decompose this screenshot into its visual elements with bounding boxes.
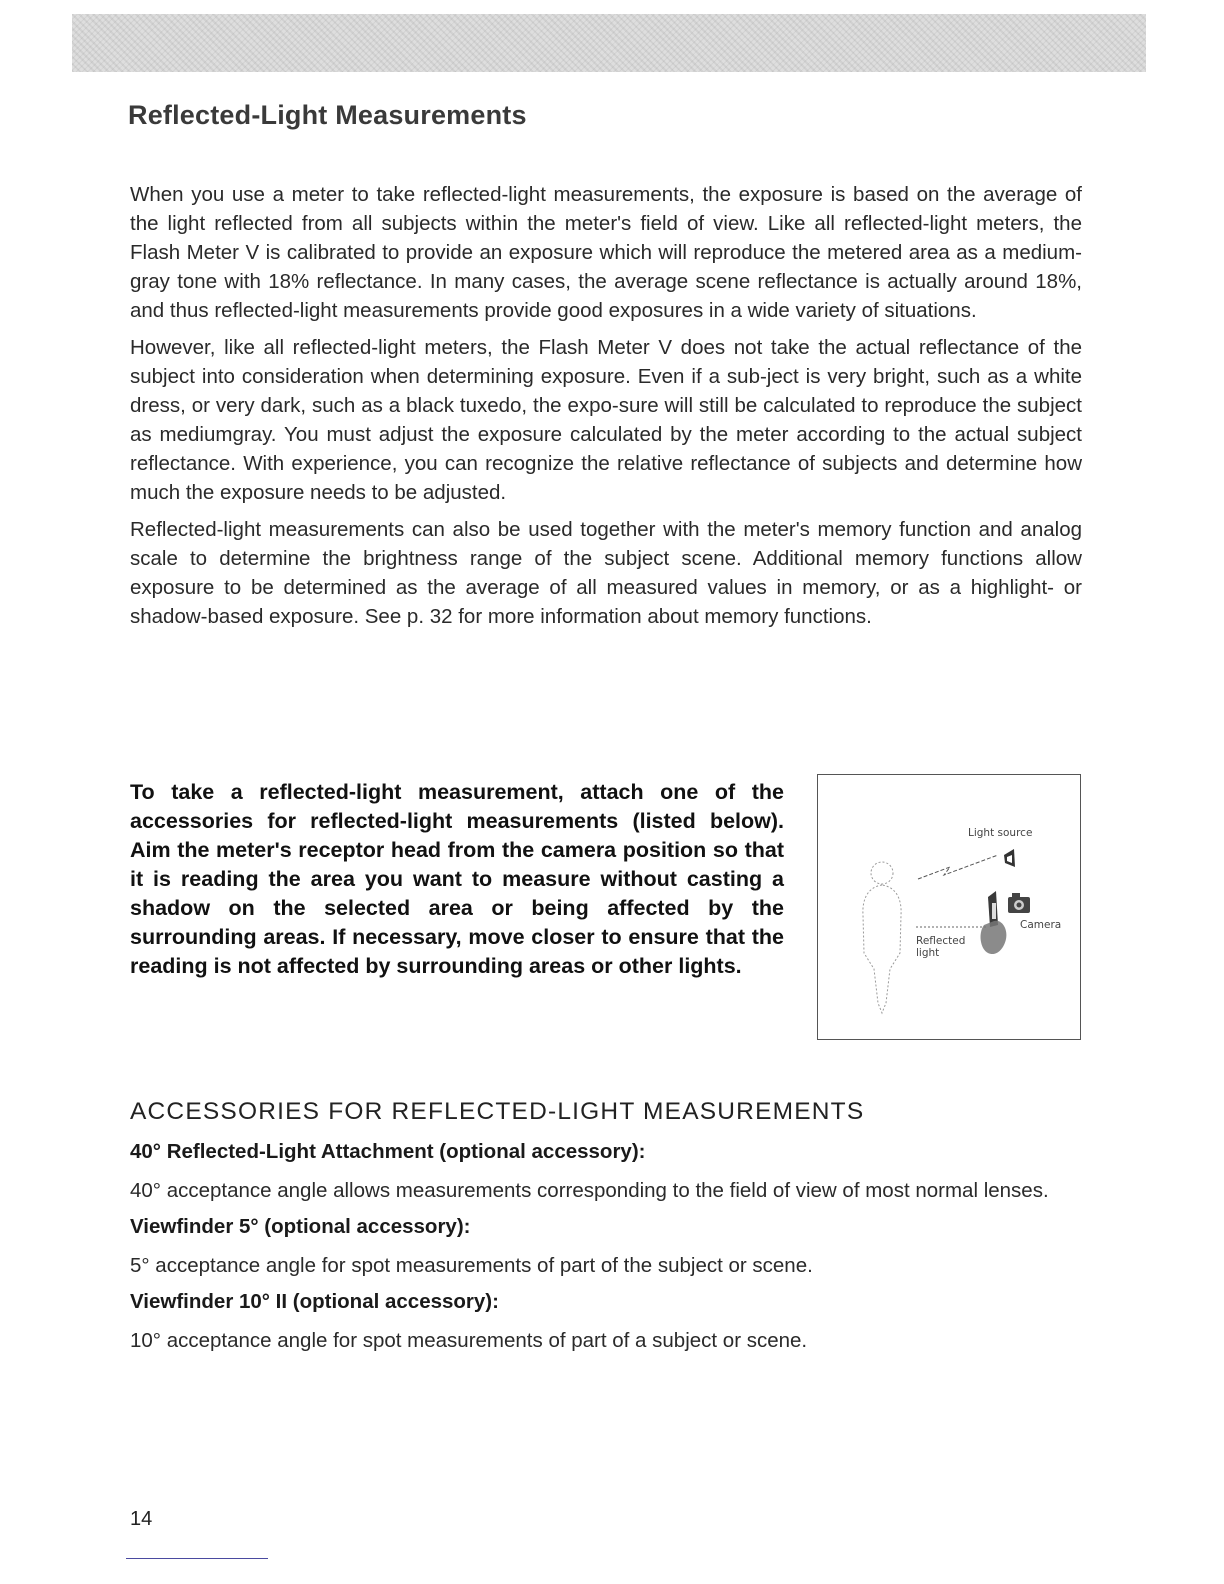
reflected-light-label: Reflected light <box>916 935 966 959</box>
accessory-description: 40° acceptance angle allows measurements corresponding to the field of view of most normal lenses. <box>130 1179 1049 1202</box>
subject-figure <box>863 862 901 1013</box>
page-number: 14 <box>130 1508 153 1530</box>
accessory-description: 5° acceptance angle for spot measurements of part of the subject or scene. <box>130 1254 813 1277</box>
meter-icon <box>981 891 1007 954</box>
light-ray <box>918 855 998 879</box>
footer-rule <box>126 1558 268 1559</box>
measurement-diagram <box>817 774 1081 1040</box>
instruction-text: To take a reflected-light measurement, attach one of the accessories for reflected-light measurements (listed below). Aim the meter's receptor head from the camera position so that it is reading the area you want to measure without casting a shadow on the selected area or being affected by the surrounding areas. If necessary, move closer to ensure that the reading is not affected by surrounding areas or other lights. <box>130 780 784 978</box>
camera-icon <box>1008 893 1030 913</box>
intro-paragraph: However, like all reflected-light meters, the Flash Meter V does not take the actual reflectance of the subject into consideration when determining exposure. Even if a sub-ject is very bright, such as a white dress, or very dark, such as a black tuxedo, the expo-sure will still be calculated to reproduce the subject as mediumgray. You must adjust the exposure calculated by the meter according to the actual subject reflectance. With experience, you can recognize the relative reflectance of subjects and determine how much the exposure needs to be adjusted. <box>130 336 1082 504</box>
accessory-name: 40° Reflected-Light Attachment (optional accessory): <box>130 1140 646 1163</box>
accessory-name: Viewfinder 10° II (optional accessory): <box>130 1290 499 1313</box>
light-source-icon <box>1004 849 1015 867</box>
intro-paragraph: Reflected-light measurements can also be used together with the meter's memory function and analog scale to determine the brightness range of the subject scene. Additional memory functions allow exposure to be determined as the average of all measured values in memory, or as a highlight- or shadow-based exposure. See p. 32 for more information about memory functions. <box>130 518 1082 628</box>
accessories-heading: ACCESSORIES FOR REFLECTED-LIGHT MEASUREMENTS <box>130 1098 865 1125</box>
intro-text <box>130 180 1082 639</box>
accessory-description: 10° acceptance angle for spot measurements of part of a subject or scene. <box>130 1329 808 1352</box>
diagram-illustration <box>818 775 1082 1041</box>
light-source-label: Light source <box>968 827 1033 839</box>
accessories-list <box>130 1140 1084 1365</box>
header-band <box>72 14 1146 72</box>
accessory-name: Viewfinder 5° (optional accessory): <box>130 1215 471 1238</box>
camera-label: Camera <box>1020 919 1062 931</box>
intro-paragraph: When you use a meter to take reflected-light measurements, the exposure is based on the average of the light reflected from all subjects within the meter's field of view. Like all reflected-light meters, the Flash Meter V is calibrated to provide an exposure which will reproduce the metered area as a medium-gray tone with 18% reflectance. In many cases, the average scene reflectance is actually around 18%, and thus reflected-light measurements provide good exposures in a wide variety of situations. <box>130 183 1082 322</box>
page-title: Reflected-Light Measurements <box>128 100 527 130</box>
